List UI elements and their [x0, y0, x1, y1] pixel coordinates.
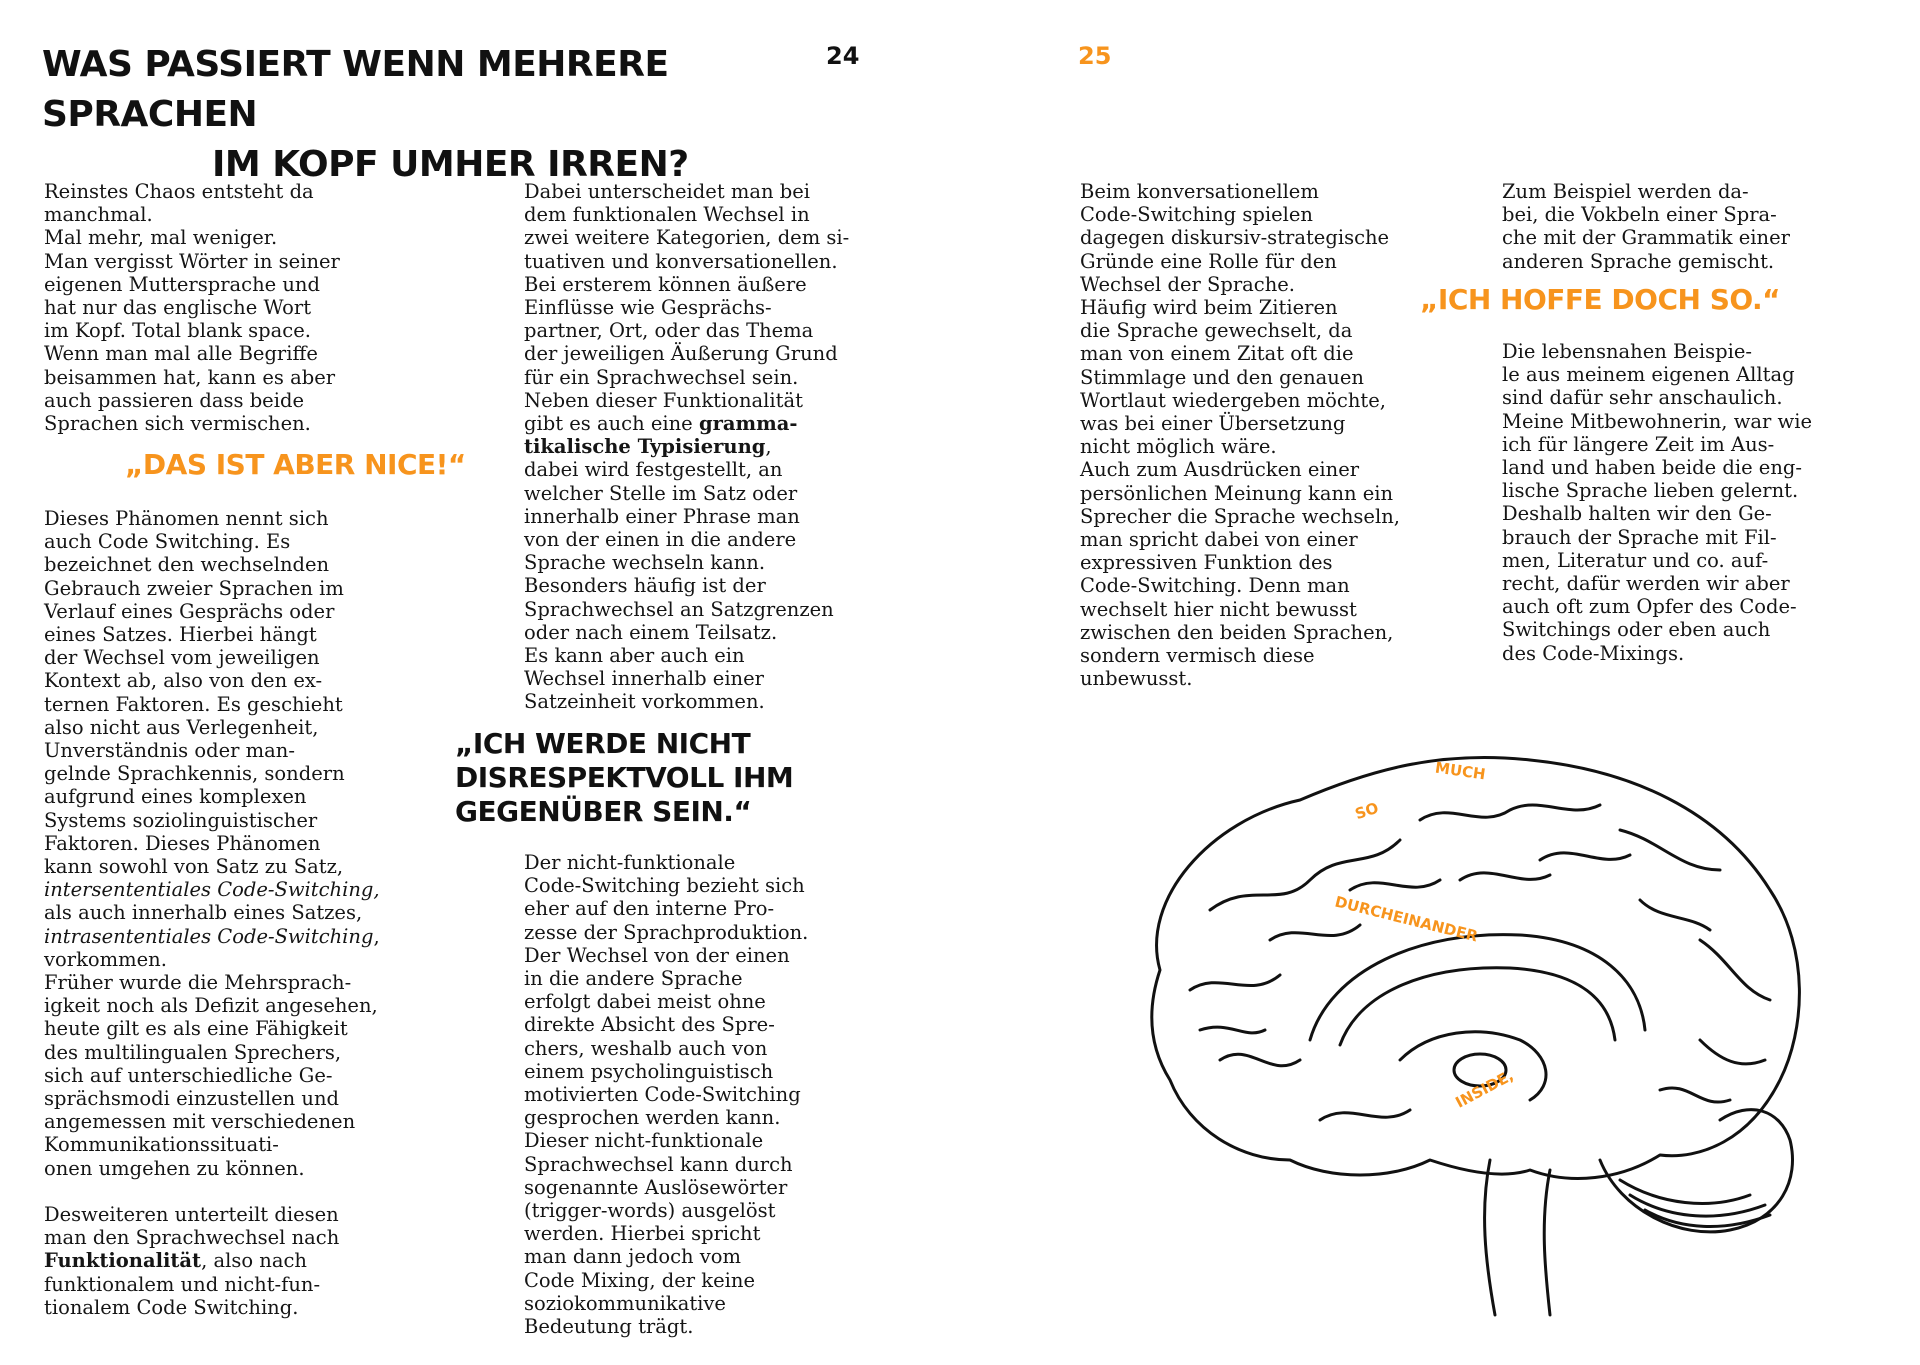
pull-quote	[455, 727, 793, 829]
bold-term: gramma- tikalische Typisierung	[524, 412, 798, 459]
paragraph: Die lebensnahen Beispie- le aus meinem eigenen Alltag sind dafür sehr anschaulich. Meine Mitbewohnerin, war wie ich für längere Zeit im Aus- land und haben beide die eng- lische Sprache lieben gelernt. Deshalb halten wir den Ge- brauch der Sprache mit Fil- men, Literatur und co. auf- recht, dafür werden wir aber auch oft zum Opfer des Code- Switchings oder eben auch des Code-Mixings.	[1502, 340, 1813, 665]
brain-word: MUCH	[1433, 758, 1487, 784]
text-column-1b	[44, 507, 389, 1319]
italic-term: intersententiales Code-Switching,	[44, 878, 380, 902]
text-run: , dabei wird festgestellt, an welcher Stelle im Satz oder innerhalb einer Phrase man von der einen in die andere Sprache wechseln kann. Besonders häufig ist der Sprachwechsel an Satzgrenzen oder nach einem Teilsatz. Es kann aber auch ein Wechsel innerhalb einer Satzeinheit vorkommen.	[524, 435, 834, 714]
text-column-1	[44, 180, 384, 435]
quote-line: DISRESPEKTVOLL IHM	[455, 761, 794, 794]
text-run: Dabei unterscheidet man bei dem funktionalen Wechsel in zwei weitere Kategorien, dem si- tuativen und konversationellen. Bei ersterem können äußere Einflüsse wie Gesprächs- partner, Ort, oder das Thema der jeweiligen Äußerung Grund für ein Sprachwechsel sein. Neben dieser Funktionalität gibt es auch eine	[524, 180, 850, 436]
text-run: vorkommen. Früher wurde die Mehrsprach- igkeit noch als Defizit angesehen, heute gilt es als eine Fähigkeit des multilingualen Sprechers, sich auf unterschiedliche Ge- sprächsmodi einzustellen und angemessen mit verschiedenen Kommunikationssituati- onen umgehen zu können.	[44, 947, 378, 1180]
paragraph: Beim konversationellem Code-Switching spielen dagegen diskursiv-strategische Gründe eine Rolle für den Wechsel der Sprache. Häufig wird beim Zitieren die Sprache gewechselt, da man von einem Zitat oft die Stimmlage und den genauen Wortlaut wiedergeben möchte, was bei einer Übersetzung nicht möglich wäre. Auch zum Ausdrücken einer persönlichen Meinung kann ein Sprecher die Sprache wechseln, man spricht dabei von einer expressiven Funktion des Code-Switching. Denn man wechselt hier nicht bewusst zwischen den beiden Sprachen, sondern vermisch diese unbewusst.	[1080, 180, 1400, 691]
pull-quote: „ICH HOFFE DOCH SO.“	[1420, 283, 1781, 316]
brain-drawing	[1100, 740, 1820, 1320]
title-line-1: WAS PASSIERT WENN MEHRERE SPRACHEN	[42, 44, 669, 135]
text-run: Dieses Phänomen nennt sich auch Code Switching. Es bezeichnet den wechselnden Gebrauch zweier Sprachen im Verlauf eines Gesprächs oder eines Satzes. Hierbei hängt der Wechsel vom jeweiligen Kontext ab, also von den ex- ternen Faktoren. Es geschieht also nicht aus Verlegenheit, Unverständnis oder man- gelnde Sprachkennis, sondern aufgrund eines komplexen Systems soziolinguistischer Faktoren. Dieses Phänomen kann sowohl von Satz zu Satz,	[44, 507, 345, 879]
bold-term: Funktionalität	[44, 1249, 202, 1273]
quote-line: „ICH WERDE NICHT	[455, 727, 751, 760]
text-column-4	[1502, 180, 1842, 273]
text-column-2b	[524, 851, 864, 1338]
paragraph: Der nicht-funktionale Code-Switching bezieht sich eher auf den interne Pro- zesse der Sprachproduktion. Der Wechsel von der einen in die andere Sprache erfolgt dabei meist ohne direkte Absicht des Spre- chers, weshalb auch von einem psycholinguistisch motivierten Code-Switching gesprochen werden kann. Dieser nicht-funktionale Sprachwechsel kann durch sogenannte Auslösewörter (trigger-words) ausgelöst werden. Hierbei spricht man dann jedoch vom Code Mixing, der keine soziokommunikative Bedeutung trägt.	[524, 851, 809, 1339]
pull-quote: „DAS IST ABER NICE!“	[125, 448, 466, 481]
paragraph: Zum Beispiel werden da- bei, die Vokbeln einer Spra- che mit der Grammatik einer anderen Sprache gemischt.	[1502, 180, 1790, 273]
brain-word: INSIDE,	[1452, 1066, 1517, 1112]
page-number-right: 25	[1078, 42, 1112, 70]
page-title	[42, 40, 862, 190]
page-number-left: 24	[826, 42, 860, 70]
paragraph	[44, 1203, 389, 1319]
brain-word: DURCHEINANDER	[1332, 892, 1480, 946]
text-run: , also nach funktionalem und nicht-fun- tionalem Code Switching.	[44, 1249, 321, 1319]
text-column-4b	[1502, 340, 1842, 665]
text-run: als auch innerhalb eines Satzes,	[44, 901, 363, 925]
paragraph	[524, 180, 864, 714]
paragraph: Reinstes Chaos entsteht da manchmal. Mal mehr, mal weniger. Man vergisst Wörter in seiner eigenen Muttersprache und hat nur das englische Wort im Kopf. Total blank space. Wenn man mal alle Begriffe beisammen hat, kann es aber auch passieren dass beide Sprachen sich vermischen.	[44, 180, 340, 436]
brain-word: SO	[1352, 798, 1381, 824]
text-run: ,	[373, 924, 380, 948]
text-column-3	[1080, 180, 1420, 690]
quote-line: GEGENÜBER SEIN.“	[455, 795, 752, 828]
italic-term: intrasententiales Code-Switching	[44, 924, 374, 948]
title-line-2: IM KOPF UMHER IRREN?	[212, 144, 689, 185]
paragraph	[44, 507, 389, 1180]
brain-illustration-icon	[1100, 740, 1820, 1320]
text-column-2	[524, 180, 864, 714]
text-run: Desweiteren unterteilt diesen man den Sprachwechsel nach	[44, 1202, 340, 1250]
